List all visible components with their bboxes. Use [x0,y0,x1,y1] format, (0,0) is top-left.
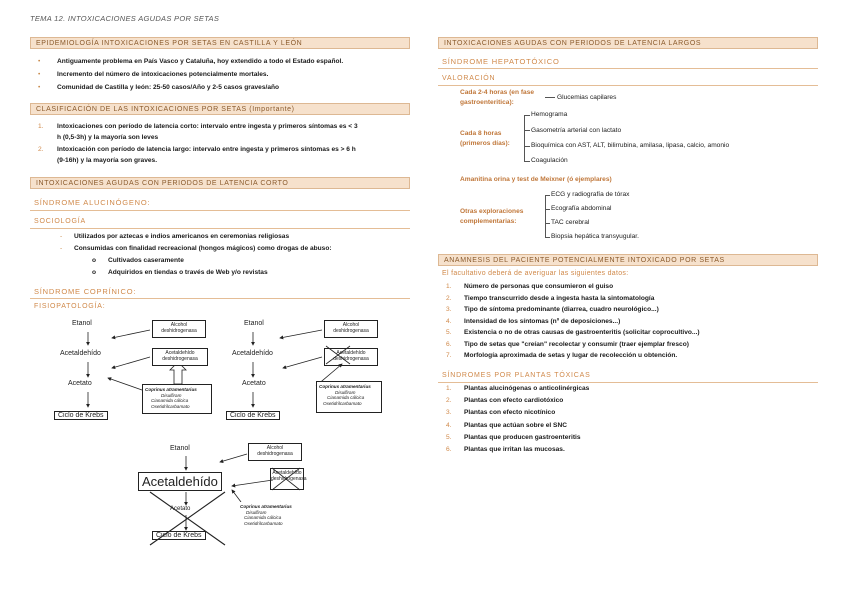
coprinus-line: Coprinus atramentarius [240,504,292,509]
coprinus-line: Disulfiram [246,509,267,515]
coprinus-box [238,502,308,532]
sociology-title: SOCIOLOGÍA [34,218,86,225]
coprinus-line: Cianamida cálcica [327,395,365,401]
epi-item-3: Comunidad de Castilla y león: 25-50 casos/Año y 2-5 casos graves/año [57,84,280,91]
coprinus-line: Disulfiram [335,389,356,395]
anamnesis-item-3: Tipo de síntoma predominante (diarrea, cuadro neurológico...) [464,306,659,313]
toxic-plant-item-2: Plantas con efecto cardiotóxico [464,397,564,405]
sub-marker: o [92,269,97,276]
ethanol-label: Etanol [72,320,92,327]
acetaldehyde-label: Acetaldehído [60,350,101,357]
toxic-plants-title: SÍNDROMES POR PLANTAS TÓXICAS [442,372,591,379]
acetate-label: Acetato [170,506,191,512]
coprinus-line: Oxetidrilcarbamato [151,403,190,409]
other-exam-item-4: Biopsia hepática transyugular. [551,233,639,240]
assessment-title: VALORACIÓN [442,75,496,82]
clas-item-2-line2: (9-16h) y la mayoría son graves. [57,157,158,164]
coprinus-line: Coprinus atramentarius [145,387,197,392]
list-number: 6. [446,340,452,348]
anamnesis-item-6: Tipo de setas que "creían" recolectar y consumir (traer ejemplar fresco) [464,340,689,348]
short-latency-header: INTOXICACIONES AGUDAS CON PERIODOS DE LATENCIA CORTO [30,177,410,189]
aldehyde-dehydrogenase-box: Acetaldehído deshidrogenasa [152,348,208,366]
list-number: 1. [446,283,452,290]
epidemiology-header: EPIDEMIOLOGÍA INTOXICACIONES POR SETAS EN CASTILLA Y LEÓN [30,37,410,49]
toxic-plant-item-3: Plantas con efecto nicotínico [464,409,556,417]
connector-line [545,237,550,238]
connector-line [524,130,530,131]
dash-icon: - [60,245,63,252]
coprinus-line: Cianamida cálcica [151,398,189,404]
coprinus-line: Disulfiram [161,392,182,398]
capillary-glucose: Glucemias capilares [557,94,617,101]
connector-line [524,115,530,116]
list-number: 5. [446,433,452,441]
list-number: 2. [446,397,452,405]
acetaldehyde-label: Acetaldehído [138,472,222,491]
other-exams-label: Otras exploraciones [460,208,524,215]
ethanol-label: Etanol [170,445,190,452]
hepatotoxic-title: SÍNDROME HEPATOTÓXICO [442,57,560,66]
coprinus-box [142,384,212,414]
connector-line [545,223,550,224]
connector-line [524,161,530,162]
list-number: 5. [446,329,452,336]
anamnesis-header: ANAMNESIS DEL PACIENTE POTENCIALMENTE INTOXICADO POR SETAS [438,254,818,266]
epi-item-2: Incremento del número de intoxicaciones potencialmente mortales. [57,71,269,78]
section-divider [438,85,818,86]
alcohol-dehydrogenase-box: Alcohol deshidrogenasa [152,320,206,338]
connector-line [524,146,530,147]
page-title: TEMA 12. INTOXICACIONES AGUDAS POR SETAS [30,14,220,23]
list-number: 4. [446,317,452,325]
anamnesis-item-2: Tiempo transcurrido desde a ingesta hasta la sintomatología [464,294,655,302]
coprinus-line: Oxetidrilcarbamato [244,520,283,526]
anamnesis-item-1: Número de personas que consumieron el guiso [464,283,614,290]
socio-sub-2: Adquiridos en tiendas o través de Web y/o revistas [108,269,268,276]
list-number: 2. [38,146,44,153]
krebs-cycle-label: Ciclo de Krebs [226,411,280,420]
anamnesis-intro: El facultativo deberá de averiguar las siguientes datos: [442,270,629,277]
long-latency-header: INTOXICACIONES AGUDAS CON PERIODOS DE LATENCIA LARGOS [438,37,818,49]
every-8h-label: Cada 8 horas [460,130,502,137]
alcohol-dehydrogenase-box: Alcohol deshidrogenasa [248,443,302,461]
other-exams-label: complementarias: [460,218,517,225]
every-2-4h-label: gastroenteritica): [460,99,514,106]
amanitin-test-label: Amanitina orina y test de Meixner (ó ejemplares) [460,176,612,183]
hallucinogenic-title: SÍNDROME ALUCINÓGENO: [34,198,151,207]
bracket-line [545,195,546,237]
other-exam-item-1: ECG y radiografía de tórax [551,191,630,198]
list-number: 7. [446,352,452,359]
every-8h-label: (primeros días): [460,140,510,147]
every-8h-item-4: Coagulación [531,157,568,164]
ethanol-label: Etanol [244,320,264,327]
clas-item-1-line1: Intoxicaciones con período de latencia corto: intervalo entre ingesta y primeros síntomas es < 3 [57,123,358,130]
classification-header: CLASIFICACIÓN DE LAS INTOXICACIONES POR SETAS (Importante) [30,103,410,115]
socio-item-2: Consumidas con finalidad recreacional (hongos mágicos) como drogas de abuso: [74,245,332,252]
socio-sub-1: Cultivados caseramente [108,257,184,264]
aldehyde-dehydrogenase-box: Acetaldehído deshidrogenasa [324,348,378,366]
toxic-plant-item-4: Plantas que actúan sobre el SNC [464,421,567,429]
coprinus-line: Cianamida cálcica [244,515,282,521]
every-2-4h-label: Cada 2-4 horas (en fase [460,89,535,96]
toxic-plant-item-6: Plantas que irritan las mucosas. [464,446,565,453]
every-8h-item-3: Bioquímica con AST, ALT, bilirrubina, amilasa, lipasa, calcio, amonio [531,142,730,149]
physiopathology-title: FISIOPATOLOGÍA: [34,303,106,310]
connector-line [545,209,550,210]
krebs-cycle-label: Ciclo de Krebs [54,411,108,420]
list-number: 1. [446,385,452,392]
acetate-label: Acetato [68,380,92,387]
list-number: 3. [446,409,452,417]
toxic-plant-item-5: Plantas que producen gastroenteritis [464,433,581,441]
acetaldehyde-label: Acetaldehído [232,350,273,357]
aldehyde-dehydrogenase-box: Acetaldehído deshidrogenasa [270,468,304,490]
list-number: 2. [446,294,452,302]
section-divider [438,382,818,383]
dash-icon: - [60,233,63,240]
clas-item-1-line2: h (0,5-3h) y la mayoría son leves [57,134,159,141]
clas-item-2-line1: Intoxicación con período de latencia largo: intervalo entre ingesta y primeros síntomas es > 6 h [57,146,356,153]
list-number: 4. [446,421,452,429]
coprinus-line: Oxetidrilcarbamato [323,400,362,406]
coprinic-title: SÍNDROME COPRÍNICO: [34,287,137,296]
other-exam-item-3: TAC cerebral [551,219,590,226]
list-number: 1. [38,123,44,130]
list-number: 3. [446,306,452,313]
anamnesis-item-7: Morfología aproximada de setas y lugar de recolección u obtención. [464,352,678,359]
anamnesis-item-4: Intensidad de los síntomas (nº de deposiciones...) [464,317,621,325]
section-divider [438,68,818,69]
connector-line [545,97,555,98]
socio-item-1: Utilizados por aztecas e indios americanos en ceremonias religiosas [74,233,290,240]
sub-marker: o [92,257,97,264]
connector-line [545,195,550,196]
alcohol-dehydrogenase-box: Alcohol deshidrogenasa [324,320,378,338]
acetate-label: Acetato [242,380,266,387]
bullet-icon: • [38,58,41,65]
coprinus-box [316,381,382,413]
bracket-line [524,115,525,161]
every-8h-item-2: Gasometría arterial con lactato [531,127,622,134]
coprinus-line: Coprinus atramentarius [319,384,371,389]
toxic-plant-item-1: Plantas alucinógenas o anticolinérgicas [464,385,590,392]
bullet-icon: • [38,84,41,91]
anamnesis-item-5: Existencia o no de otras causas de gastroenteritis (solicitar coprocultivo...) [464,329,700,336]
every-8h-item-1: Hemograma [531,111,568,118]
epi-item-1: Antiguamente problema en País Vasco y Cataluña, hoy extendido a todo el Estado español. [57,58,344,65]
other-exam-item-2: Ecografía abdominal [551,205,612,212]
krebs-cycle-label: Ciclo de Krebs [152,531,206,540]
bullet-icon: • [38,71,41,78]
list-number: 6. [446,446,452,453]
